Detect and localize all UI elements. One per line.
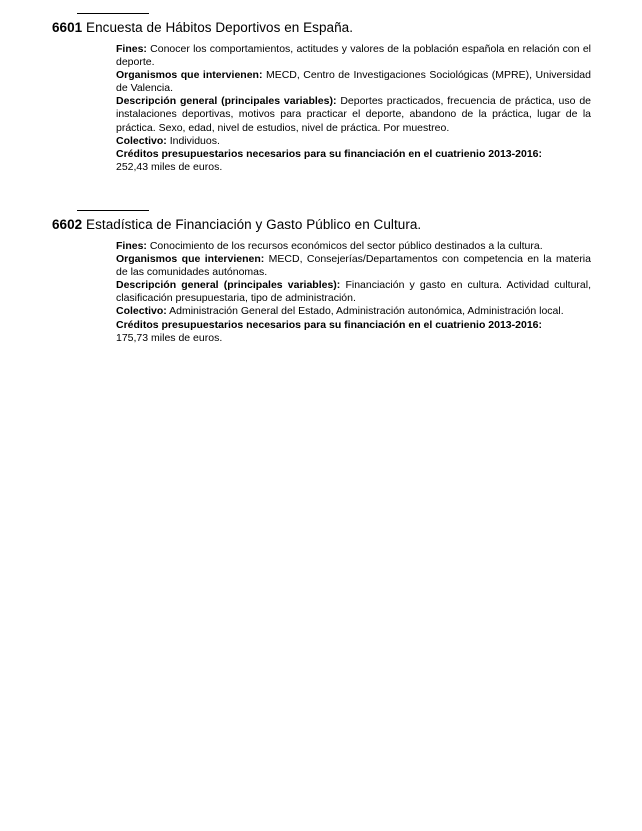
creditos-paragraph: [116, 319, 591, 345]
fines-label: Fines:: [116, 43, 147, 55]
creditos-paragraph: [116, 148, 591, 174]
section-divider: [77, 13, 149, 14]
entry-title: [52, 217, 421, 232]
creditos-value: 175,73 miles de euros.: [116, 331, 223, 344]
entry-title: [52, 20, 353, 35]
creditos-value: 252,43 miles de euros.: [116, 160, 223, 173]
descripcion-paragraph: [116, 279, 591, 305]
colectivo-paragraph: [116, 135, 591, 148]
colectivo-text: Administración General del Estado, Administración autonómica, Administración local.: [169, 305, 564, 318]
fines-text: Conocer los comportamientos, actitudes y valores de la población española en relación con el deporte.: [116, 43, 591, 69]
fines-paragraph: [116, 240, 591, 253]
colectivo-paragraph: [116, 305, 591, 318]
descripcion-text: Financiación y gasto en cultura. Actividad cultural, clasificación presupuestaria, tipo de administración.: [116, 279, 592, 305]
descripcion-label: Descripción general (principales variables):: [116, 279, 341, 292]
entry-body: [116, 43, 591, 174]
entry-name: Encuesta de Hábitos Deportivos en España.: [86, 20, 354, 35]
descripcion-paragraph: [116, 95, 591, 134]
descripcion-text: Deportes practicados, frecuencia de práctica, uso de instalaciones deportivas, motivos para practicar el deporte, abandono de la práctica, lugar de la práctica. Sexo, edad, nivel de estudios, nivel de práctica. Por muestreo.: [116, 95, 592, 134]
organismos-label: Organismos que intervienen:: [116, 253, 265, 266]
entry-code: 6602: [52, 217, 83, 232]
organismos-label: Organismos que intervienen:: [116, 69, 263, 82]
descripcion-label: Descripción general (principales variables):: [116, 95, 337, 108]
fines-text: Conocimiento de los recursos económicos del sector público destinados a la cultura.: [149, 240, 543, 252]
organismos-text: MECD, Centro de Investigaciones Sociológicas (MPRE), Universidad de Valencia.: [116, 69, 591, 95]
creditos-label: Créditos presupuestarios necesarios para su financiación en el cuatrienio 2013-2016:: [116, 147, 542, 160]
fines-label: Fines:: [116, 240, 147, 252]
creditos-label: Créditos presupuestarios necesarios para su financiación en el cuatrienio 2013-2016:: [116, 318, 542, 331]
entry-name: Estadística de Financiación y Gasto Público en Cultura.: [86, 217, 422, 232]
section-divider: [77, 210, 149, 211]
fines-paragraph: [116, 43, 591, 69]
colectivo-label: Colectivo:: [116, 305, 167, 318]
entry-body: [116, 240, 591, 345]
organismos-paragraph: [116, 253, 591, 279]
colectivo-text: Individuos.: [169, 134, 220, 147]
entry-code: 6601: [52, 20, 83, 35]
organismos-paragraph: [116, 69, 591, 95]
organismos-text: MECD, Consejerías/Departamentos con competencia en la materia de las comunidades autónomas.: [116, 253, 591, 279]
colectivo-label: Colectivo:: [116, 134, 167, 147]
